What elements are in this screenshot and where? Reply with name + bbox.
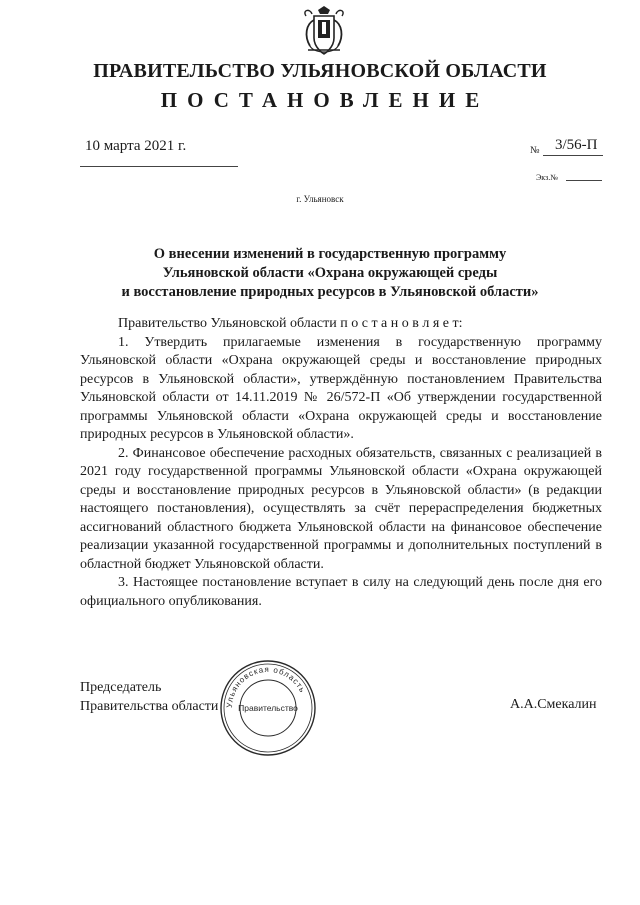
paragraph-3: 3. Настоящее постановление вступает в силу на следующий день после дня его официального опубликования. xyxy=(80,575,602,609)
coat-of-arms-icon xyxy=(300,6,348,60)
title-line: Ульяновской области «Охрана окружающей среды xyxy=(162,265,498,281)
official-seal-icon xyxy=(218,658,318,758)
copy-number-label: Экз.№ xyxy=(536,173,558,182)
paragraph-1: 1. Утвердить прилагаемые изменения в государственную программу Ульяновской области «Охрана окружающей среды и восстановление природных ресурсов в Ульяновской области», утверждённую постановлением Правительства Ульяновской области от 14.11.2019 № 26/572-П «Об утверждении государственной программы Ульяновской области «Охрана окружающей среды и восстановление природных ресурсов в Ульяновской области». xyxy=(80,334,602,442)
seal-ring-text: Ульяновская область xyxy=(224,664,308,709)
date-underline xyxy=(80,166,238,167)
paragraph-2: 2. Финансовое обеспечение расходных обязательств, связанных с реализацией в 2021 году государственной программы Ульяновской области «Охрана окружающей среды и восстановление природных ресурсов в Ульяновской области» (в редакции настоящего постановления), осуществлять за счёт перераспределения бюджетных ассигнований областного бюджета Ульяновской области на финансовое обеспечение реализации указанной государственной программы и дополнительных поступлений в областной бюджет Ульяновской области. xyxy=(80,445,602,572)
document-kind: ПОСТАНОВЛЕНИЕ xyxy=(160,88,490,112)
position-line-1: Председатель xyxy=(80,680,162,695)
document-title xyxy=(60,245,600,302)
title-line: и восстановление природных ресурсов в Ульяновской области» xyxy=(121,284,539,300)
number-underline xyxy=(543,155,603,156)
copy-number-underline xyxy=(566,180,602,181)
title-line: О внесении изменений в государственную программу xyxy=(153,246,507,262)
seal-center-text: Правительство xyxy=(238,703,298,713)
document-date: 10 марта 2021 г. xyxy=(85,138,187,154)
signatory-name: А.А.Смекалин xyxy=(510,697,597,712)
government-name: ПРАВИТЕЛЬСТВО УЛЬЯНОВСКОЙ ОБЛАСТИ xyxy=(93,60,547,82)
position-line-2: Правительства области xyxy=(80,699,219,714)
city: г. Ульяновск xyxy=(296,194,344,204)
number-sign: № xyxy=(530,145,540,156)
signatory-position xyxy=(80,678,218,716)
preamble: Правительство Ульяновской области п о с т а н о в л я е т: xyxy=(118,316,463,331)
document-number: 3/56-П xyxy=(555,137,598,153)
document-body xyxy=(80,315,602,611)
